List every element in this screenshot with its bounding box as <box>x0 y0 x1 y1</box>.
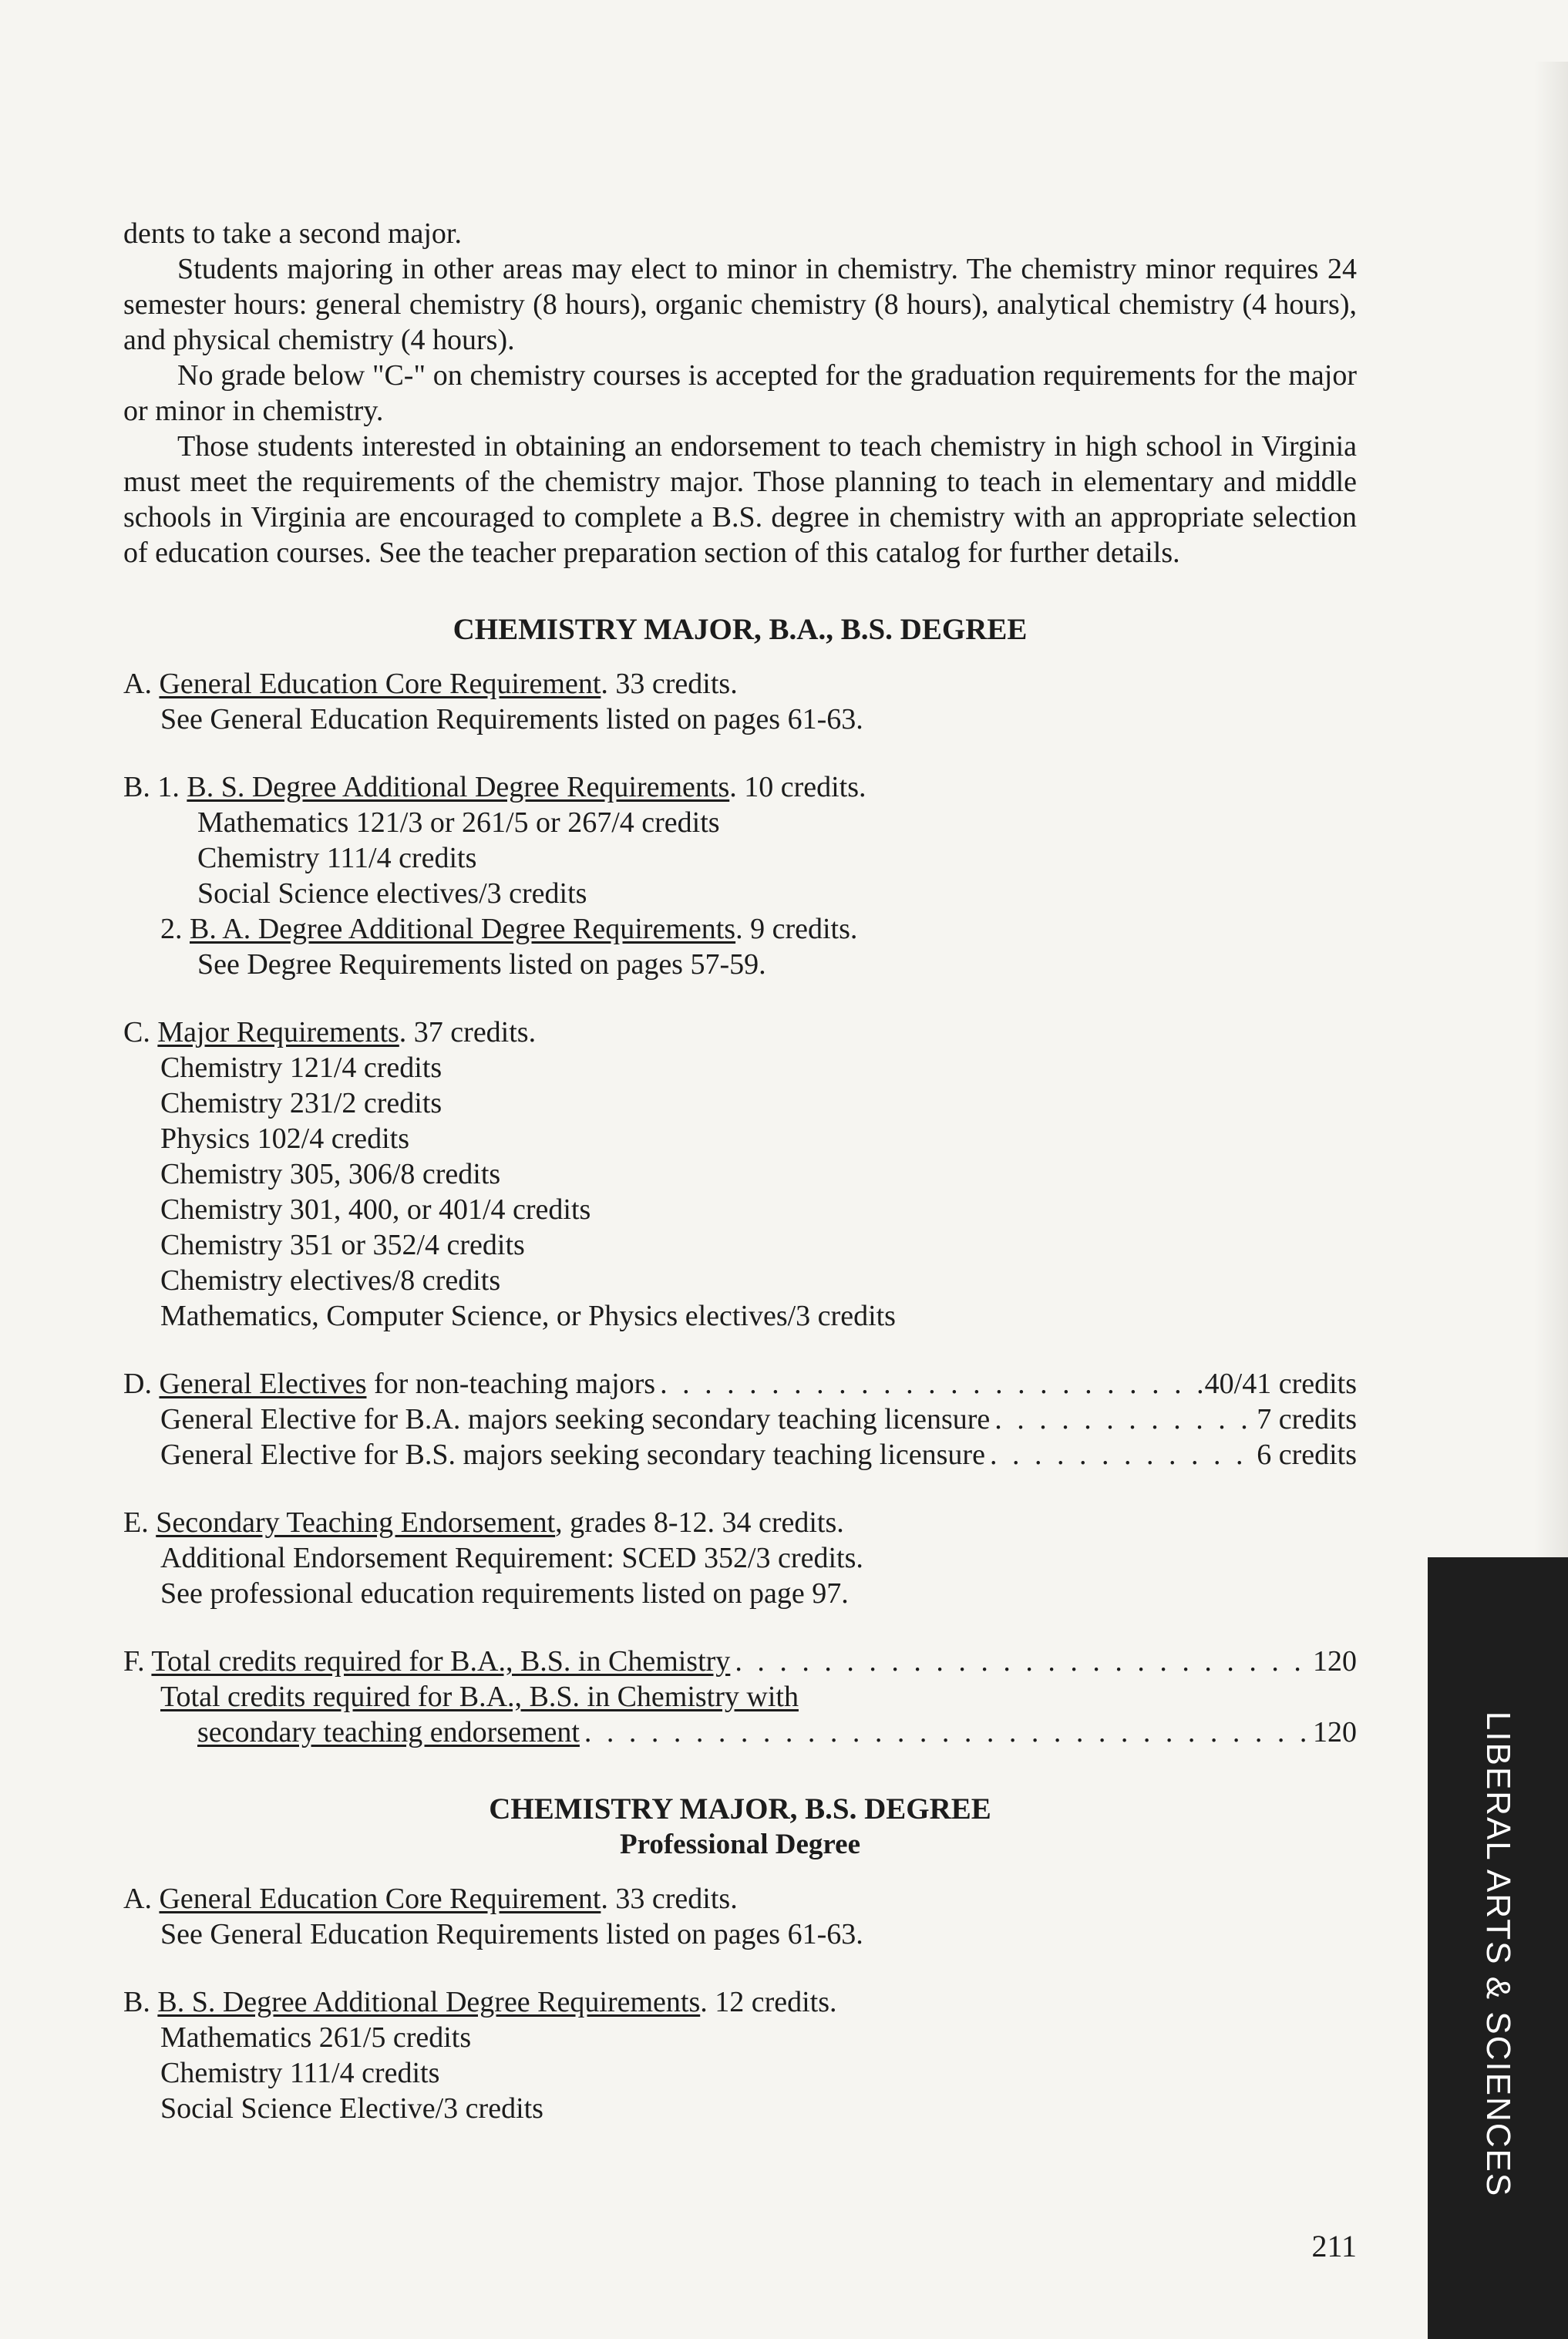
prof-requirement-b <box>123 1984 1357 2126</box>
requirement-b <box>123 769 1357 982</box>
item-letter: A. <box>123 1883 152 1915</box>
item-title: General Education Core Requirement <box>159 668 601 700</box>
dot-leader <box>730 1644 1313 1679</box>
dot-leader <box>990 1402 1257 1437</box>
intro-paragraph-4: Those students interested in obtaining an endorsement to teach chemistry in high school in Virginia must meet the requirements of the chemistry major. Those planning to teach in elementary and middle schools in Virginia are encouraged to complete a B.S. degree in chemistry with an appropriate selection of education courses. See the teacher preparation section of this catalog for further details. <box>123 430 1357 569</box>
requirement-d <box>123 1366 1357 1472</box>
list-item: Physics 102/4 credits <box>160 1122 409 1155</box>
elective-label: General Elective for B.A. majors seeking secondary teaching licensure <box>160 1403 991 1435</box>
item-title: Major Requirements <box>157 1016 399 1048</box>
list-item: Chemistry electives/8 credits <box>160 1264 501 1297</box>
list-item: Chemistry 111/4 credits <box>160 2057 440 2089</box>
item-letter: D. <box>123 1368 152 1400</box>
item-title: General Education Core Requirement <box>159 1883 601 1915</box>
requirement-f <box>123 1644 1357 1750</box>
dot-leader <box>985 1437 1257 1472</box>
item-credits: . 33 credits. <box>601 1883 738 1915</box>
page-text <box>123 216 1357 2126</box>
dot-leader <box>655 1366 1205 1402</box>
page-number: 211 <box>1311 2229 1357 2263</box>
total-value: 120 <box>1313 1716 1357 1748</box>
item-letter: E. <box>123 1506 149 1539</box>
total-label: Total credits required for B.A., B.S. in Chemistry <box>151 1645 731 1678</box>
item-letter: A. <box>123 668 152 700</box>
list-item: Social Science electives/3 credits <box>197 877 587 910</box>
item-number: 2. <box>160 913 183 945</box>
item-note: See Degree Requirements listed on pages 57-59. <box>197 948 766 981</box>
list-item: Mathematics 121/3 or 261/5 or 267/4 credits <box>197 806 720 839</box>
item-title: General Electives <box>159 1368 367 1400</box>
item-credits: . 9 credits. <box>735 913 858 945</box>
item-title: B. S. Degree Additional Degree Requirements <box>187 771 730 803</box>
item-letter: B. <box>123 771 150 803</box>
item-note: See General Education Requirements listed on pages 61-63. <box>160 1918 863 1950</box>
total-label: Total credits required for B.A., B.S. in Chemistry with <box>160 1681 799 1713</box>
section-subheading: Professional Degree <box>619 1829 861 1860</box>
item-title: Secondary Teaching Endorsement <box>156 1506 556 1539</box>
list-item: Chemistry 121/4 credits <box>160 1052 442 1084</box>
requirement-c <box>123 1015 1357 1334</box>
item-credits: . 37 credits. <box>399 1016 537 1048</box>
dot-leader <box>580 1715 1313 1750</box>
item-title: B. A. Degree Additional Degree Requirements <box>190 913 736 945</box>
item-note: See General Education Requirements listed on pages 61-63. <box>160 703 863 735</box>
item-line: Additional Endorsement Requirement: SCED 352/3 credits. <box>160 1542 863 1574</box>
item-value: 40/41 credits <box>1204 1368 1357 1400</box>
total-value: 120 <box>1313 1645 1357 1678</box>
list-item: Mathematics 261/5 credits <box>160 2021 472 2054</box>
section-tab-label: LIBERAL ARTS & SCIENCES <box>1479 1711 1517 2198</box>
section-heading-bs-professional: CHEMISTRY MAJOR, B.S. DEGREE <box>489 1792 991 1826</box>
item-title: B. S. Degree Additional Degree Requirements <box>157 1986 701 2018</box>
intro-paragraph-1: dents to take a second major. <box>123 217 462 250</box>
list-item: Mathematics, Computer Science, or Physics electives/3 credits <box>160 1300 896 1332</box>
section-heading-ba-bs: CHEMISTRY MAJOR, B.A., B.S. DEGREE <box>453 613 1028 646</box>
intro-paragraph-2: Students majoring in other areas may elect to minor in chemistry. The chemistry minor requires 24 semester hours: general chemistry (8 hours), organic chemistry (8 hours), analytical chemistry (4 hours), and physical chemistry (4 hours). <box>123 253 1357 356</box>
item-credits: . 10 credits. <box>729 771 866 803</box>
list-item: Chemistry 111/4 credits <box>197 842 477 874</box>
list-item: Chemistry 301, 400, or 401/4 credits <box>160 1193 591 1226</box>
elective-value: 6 credits <box>1257 1439 1357 1471</box>
elective-label: General Elective for B.S. majors seeking secondary teaching licensure <box>160 1439 985 1471</box>
list-item: Chemistry 231/2 credits <box>160 1087 442 1119</box>
prof-requirement-a <box>123 1881 1357 1952</box>
list-item: Social Science Elective/3 credits <box>160 2092 543 2125</box>
requirement-a <box>123 666 1357 737</box>
item-credits: . 33 credits. <box>601 668 738 700</box>
list-item: Chemistry 305, 306/8 credits <box>160 1158 501 1190</box>
item-rest: for non-teaching majors <box>366 1368 656 1400</box>
intro-paragraph-3: No grade below "C-" on chemistry courses is accepted for the graduation requirements for the major or minor in chemistry. <box>123 359 1357 427</box>
list-item: Chemistry 351 or 352/4 credits <box>160 1229 525 1261</box>
total-label-continued: secondary teaching endorsement <box>197 1716 580 1748</box>
item-letter: C. <box>123 1016 150 1048</box>
item-letter: B. <box>123 1986 150 2018</box>
item-rest: , grades 8-12. 34 credits. <box>555 1506 844 1539</box>
item-line: See professional education requirements listed on page 97. <box>160 1577 849 1610</box>
item-credits: . 12 credits. <box>700 1986 837 2018</box>
requirement-e <box>123 1505 1357 1611</box>
elective-value: 7 credits <box>1257 1403 1357 1435</box>
item-letter: F. <box>123 1645 145 1678</box>
item-number: 1. <box>157 771 180 803</box>
